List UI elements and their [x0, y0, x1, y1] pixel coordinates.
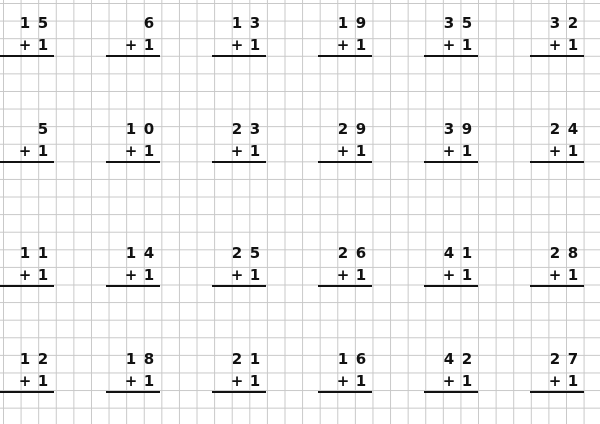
- top-number: [334, 350, 370, 368]
- top-number: [228, 350, 264, 368]
- top-number: [546, 244, 582, 262]
- top-number: [16, 350, 52, 368]
- plus-sign: +: [18, 36, 32, 54]
- answer-line: [318, 55, 372, 57]
- answer-line: [106, 161, 160, 163]
- top-number: [122, 120, 158, 138]
- addend-row: [16, 142, 52, 160]
- top-number: [122, 350, 158, 368]
- addend-row: [228, 372, 264, 390]
- ones-digit: 4: [567, 120, 579, 138]
- ones-digit: 5: [461, 14, 473, 32]
- plus-sign: +: [18, 266, 32, 284]
- answer-line: [530, 161, 584, 163]
- answer-line: [530, 285, 584, 287]
- tens-digit: 1: [19, 350, 31, 368]
- plus-sign: +: [18, 142, 32, 160]
- top-number: [546, 14, 582, 32]
- ones-digit: 1: [37, 244, 49, 262]
- addend-row: [440, 266, 476, 284]
- top-number: [546, 120, 582, 138]
- addition-problem: [318, 336, 372, 396]
- addition-problem: [424, 106, 478, 166]
- addend-digit: 1: [143, 142, 155, 160]
- top-number: [334, 14, 370, 32]
- addend-digit: 1: [37, 36, 49, 54]
- answer-line: [424, 161, 478, 163]
- answer-line: [106, 55, 160, 57]
- addition-problem: [212, 336, 266, 396]
- addition-problem: [0, 0, 54, 60]
- addend-row: [228, 36, 264, 54]
- addition-problem: [212, 230, 266, 290]
- plus-sign: +: [124, 142, 138, 160]
- addition-problem: [318, 230, 372, 290]
- ones-digit: 8: [567, 244, 579, 262]
- answer-line: [212, 161, 266, 163]
- tens-digit: 4: [443, 244, 455, 262]
- addition-problem: [212, 0, 266, 60]
- top-number: [440, 120, 476, 138]
- tens-digit: 3: [443, 14, 455, 32]
- plus-sign: +: [442, 372, 456, 390]
- addend-row: [122, 142, 158, 160]
- addend-digit: 1: [37, 266, 49, 284]
- plus-sign: +: [442, 142, 456, 160]
- ones-digit: 5: [37, 120, 49, 138]
- addend-digit: 1: [461, 372, 473, 390]
- addend-digit: 1: [143, 36, 155, 54]
- addend-digit: 1: [355, 36, 367, 54]
- tens-digit: 1: [19, 244, 31, 262]
- addition-problem: [424, 0, 478, 60]
- tens-digit: 2: [549, 120, 561, 138]
- addend-row: [122, 36, 158, 54]
- plus-sign: +: [336, 372, 350, 390]
- addition-problem: [0, 106, 54, 166]
- plus-sign: +: [124, 266, 138, 284]
- tens-digit: 1: [125, 350, 137, 368]
- plus-sign: +: [442, 36, 456, 54]
- answer-line: [424, 285, 478, 287]
- ones-digit: 5: [249, 244, 261, 262]
- addend-digit: 1: [143, 372, 155, 390]
- addend-row: [122, 372, 158, 390]
- answer-line: [106, 391, 160, 393]
- tens-digit: 1: [337, 14, 349, 32]
- plus-sign: +: [18, 372, 32, 390]
- answer-line: [0, 391, 54, 393]
- addition-problem: [106, 0, 160, 60]
- tens-digit: 1: [19, 14, 31, 32]
- addend-digit: 1: [567, 266, 579, 284]
- ones-digit: 3: [249, 120, 261, 138]
- tens-digit: 4: [443, 350, 455, 368]
- addend-digit: 1: [249, 36, 261, 54]
- plus-sign: +: [548, 266, 562, 284]
- addend-digit: 1: [37, 142, 49, 160]
- addend-digit: 1: [249, 142, 261, 160]
- addend-digit: 1: [567, 372, 579, 390]
- plus-sign: +: [548, 372, 562, 390]
- ones-digit: 1: [461, 244, 473, 262]
- tens-digit: 2: [549, 244, 561, 262]
- top-number: [16, 14, 52, 32]
- tens-digit: 1: [337, 350, 349, 368]
- addition-problem: [106, 336, 160, 396]
- addend-digit: 1: [355, 142, 367, 160]
- ones-digit: 1: [249, 350, 261, 368]
- addend-row: [334, 372, 370, 390]
- ones-digit: 6: [355, 350, 367, 368]
- tens-digit: 2: [337, 120, 349, 138]
- ones-digit: 6: [143, 14, 155, 32]
- top-number: [334, 120, 370, 138]
- addition-problem: [318, 0, 372, 60]
- answer-line: [106, 285, 160, 287]
- tens-digit: 2: [231, 244, 243, 262]
- top-number: [122, 14, 158, 32]
- ones-digit: 9: [355, 120, 367, 138]
- addend-digit: 1: [461, 36, 473, 54]
- tens-digit: 2: [337, 244, 349, 262]
- tens-digit: 2: [231, 120, 243, 138]
- answer-line: [212, 55, 266, 57]
- top-number: [228, 244, 264, 262]
- addend-row: [440, 372, 476, 390]
- addend-row: [228, 142, 264, 160]
- addend-digit: 1: [143, 266, 155, 284]
- answer-line: [0, 55, 54, 57]
- addend-row: [334, 266, 370, 284]
- tens-digit: 2: [231, 350, 243, 368]
- addend-row: [440, 36, 476, 54]
- addition-problem: [106, 230, 160, 290]
- top-number: [546, 350, 582, 368]
- plus-sign: +: [230, 142, 244, 160]
- ones-digit: 5: [37, 14, 49, 32]
- top-number: [122, 244, 158, 262]
- answer-line: [318, 161, 372, 163]
- top-number: [228, 14, 264, 32]
- answer-line: [212, 391, 266, 393]
- addend-digit: 1: [567, 36, 579, 54]
- top-number: [334, 244, 370, 262]
- addend-row: [546, 142, 582, 160]
- addend-row: [546, 372, 582, 390]
- tens-digit: [16, 120, 34, 138]
- ones-digit: 9: [461, 120, 473, 138]
- addend-digit: 1: [249, 266, 261, 284]
- addend-digit: 1: [37, 372, 49, 390]
- answer-line: [318, 391, 372, 393]
- top-number: [16, 120, 52, 138]
- ones-digit: 2: [461, 350, 473, 368]
- addend-digit: 1: [461, 266, 473, 284]
- ones-digit: 7: [567, 350, 579, 368]
- plus-sign: +: [124, 372, 138, 390]
- ones-digit: 4: [143, 244, 155, 262]
- ones-digit: 3: [249, 14, 261, 32]
- ones-digit: 6: [355, 244, 367, 262]
- answer-line: [530, 55, 584, 57]
- addend-row: [16, 372, 52, 390]
- top-number: [16, 244, 52, 262]
- top-number: [440, 350, 476, 368]
- plus-sign: +: [230, 36, 244, 54]
- addend-digit: 1: [355, 372, 367, 390]
- answer-line: [0, 161, 54, 163]
- plus-sign: +: [548, 36, 562, 54]
- tens-digit: 1: [231, 14, 243, 32]
- plus-sign: +: [124, 36, 138, 54]
- addend-digit: 1: [567, 142, 579, 160]
- addition-problem: [106, 106, 160, 166]
- plus-sign: +: [548, 142, 562, 160]
- plus-sign: +: [336, 142, 350, 160]
- ones-digit: 0: [143, 120, 155, 138]
- plus-sign: +: [442, 266, 456, 284]
- addend-row: [546, 266, 582, 284]
- addition-problem: [530, 230, 584, 290]
- ones-digit: 9: [355, 14, 367, 32]
- addition-problem: [530, 0, 584, 60]
- answer-line: [212, 285, 266, 287]
- tens-digit: 1: [125, 244, 137, 262]
- ones-digit: 2: [567, 14, 579, 32]
- answer-line: [0, 285, 54, 287]
- addition-problem: [424, 230, 478, 290]
- plus-sign: +: [230, 266, 244, 284]
- addition-problem: [424, 336, 478, 396]
- addend-row: [440, 142, 476, 160]
- tens-digit: 1: [125, 120, 137, 138]
- answer-line: [530, 391, 584, 393]
- plus-sign: +: [336, 266, 350, 284]
- answer-line: [424, 391, 478, 393]
- addend-digit: 1: [249, 372, 261, 390]
- answer-line: [318, 285, 372, 287]
- plus-sign: +: [230, 372, 244, 390]
- addend-row: [334, 36, 370, 54]
- addend-row: [546, 36, 582, 54]
- addend-row: [16, 36, 52, 54]
- addition-problem: [318, 106, 372, 166]
- addend-digit: 1: [355, 266, 367, 284]
- addition-problem: [530, 336, 584, 396]
- tens-digit: 3: [443, 120, 455, 138]
- answer-line: [424, 55, 478, 57]
- tens-digit: 2: [549, 350, 561, 368]
- addition-problem: [0, 230, 54, 290]
- addition-problem: [530, 106, 584, 166]
- addend-row: [228, 266, 264, 284]
- top-number: [440, 244, 476, 262]
- addend-row: [122, 266, 158, 284]
- ones-digit: 8: [143, 350, 155, 368]
- tens-digit: 3: [549, 14, 561, 32]
- top-number: [228, 120, 264, 138]
- ones-digit: 2: [37, 350, 49, 368]
- addition-problem: [0, 336, 54, 396]
- addend-row: [334, 142, 370, 160]
- top-number: [440, 14, 476, 32]
- addend-row: [16, 266, 52, 284]
- tens-digit: [122, 14, 140, 32]
- plus-sign: +: [336, 36, 350, 54]
- addition-problem: [212, 106, 266, 166]
- addend-digit: 1: [461, 142, 473, 160]
